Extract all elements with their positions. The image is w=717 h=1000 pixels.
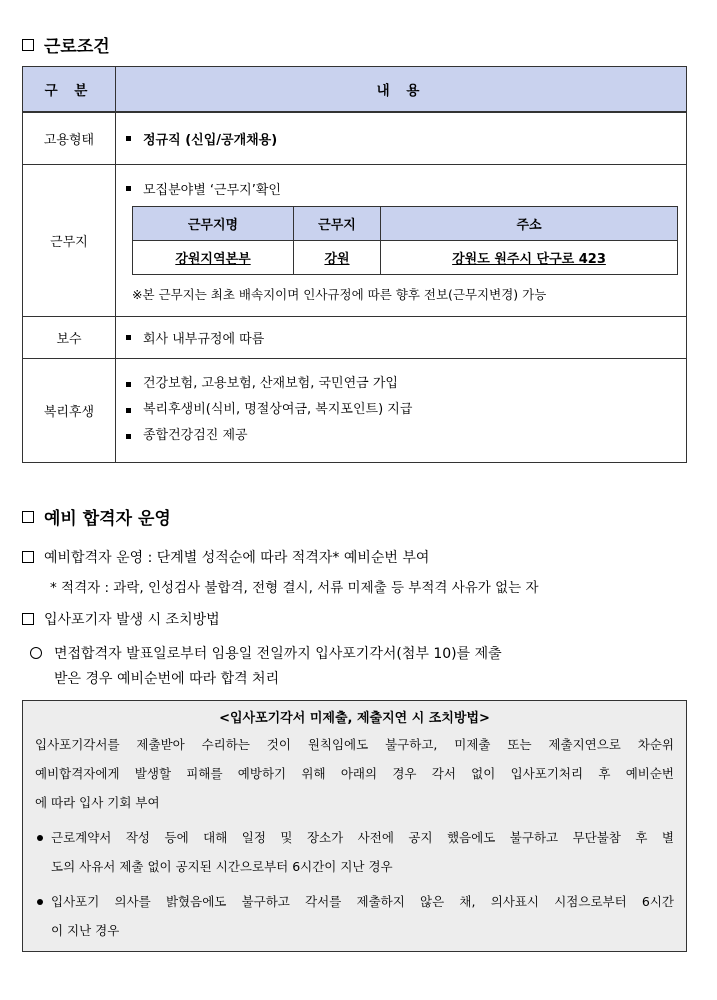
- withdrawal-procedure-box: [22, 700, 687, 952]
- workplace-subtable: [132, 206, 678, 275]
- row-welfare: [23, 358, 687, 462]
- employment-type-value: 정규직 (신입/공개채용): [124, 129, 678, 148]
- row-workplace: [23, 164, 687, 316]
- reserve-item-1-note: * 적격자 : 과락, 인성검사 불합격, 전형 결시, 서류 미제출 등 부적격 사유가 없는 자: [50, 580, 539, 596]
- header-category: 구 분: [23, 67, 116, 113]
- label-welfare: 복리후생: [23, 358, 116, 462]
- row-salary: [23, 316, 687, 358]
- reserve-item-1: 예비합격자 운영 : 단계별 성적순에 따라 적격자* 예비순번 부여: [22, 547, 429, 567]
- box-paragraph: 입사포기각서를 제출받아 수리하는 것이 원칙임에도 불구하고, 미제출 또는 제출지연으로 차순위 예비합격자에게 발생할 피해를 예방하기 위해 아래의 경우 각서 없이 입사포기처리 후 예비순번 에 따라 입사 기회 부여: [35, 737, 674, 810]
- sub-cell-location: 강원: [294, 240, 381, 274]
- section-title-reserve-candidates: [22, 504, 171, 529]
- section-title-text: 근로조건: [44, 37, 110, 57]
- square-bullet-icon: [22, 551, 34, 563]
- sub-header-location: 근무지: [294, 206, 381, 240]
- welfare-item: 종합건강검진 제공: [124, 423, 678, 449]
- sub-header-name: 근무지명: [133, 206, 294, 240]
- header-content: 내 용: [116, 67, 687, 113]
- reserve-item-2-sub: 면접합격자 발표일로부터 임용일 전일까지 입사포기각서(첨부 10)를 제출: [30, 643, 502, 663]
- welfare-item: 건강보험, 고용보험, 산재보험, 국민연금 가입: [124, 371, 678, 397]
- checkbox-square-icon: [22, 511, 34, 523]
- checkbox-square-icon: [22, 39, 34, 51]
- label-employment-type: 고용형태: [23, 112, 116, 164]
- sub-cell-address: 강원도 원주시 단구로 423: [381, 240, 678, 274]
- workplace-note: ※본 근무지는 최초 배속지이며 인사규정에 따른 향후 전보(근무지변경) 가능: [132, 286, 547, 302]
- section-title-text: 예비 합격자 운영: [44, 509, 171, 529]
- box-bullet: 입사포기 의사를 밝혔음에도 불구하고 각서를 제출하지 않은 채, 의사표시 시점으로부터 6시간 이 지난 경우: [23, 887, 686, 945]
- table-header-row: [23, 67, 687, 113]
- reserve-item-2-sub-cont: 받은 경우 예비순번에 따라 합격 처리: [54, 671, 280, 687]
- workplace-intro: 모집분야별 ‘근무지’확인: [124, 179, 678, 198]
- square-bullet-icon: [22, 613, 34, 625]
- box-title: <입사포기각서 미제출, 제출지연 시 조치방법>: [219, 711, 490, 726]
- label-salary: 보수: [23, 316, 116, 358]
- subtable-row: [133, 240, 678, 274]
- sub-cell-name: 강원지역본부: [133, 240, 294, 274]
- sub-header-address: 주소: [381, 206, 678, 240]
- reserve-item-2: 입사포기자 발생 시 조치방법: [22, 609, 220, 629]
- subtable-header-row: [133, 206, 678, 240]
- work-conditions-table: [22, 66, 687, 463]
- label-workplace: 근무지: [23, 164, 116, 316]
- section-title-work-conditions: [22, 32, 110, 57]
- welfare-item: 복리후생비(식비, 명절상여금, 복지포인트) 지급: [124, 397, 678, 423]
- box-bullet: 근로계약서 작성 등에 대해 일정 및 장소가 사전에 공지 했음에도 불구하고 무단불참 후 별 도의 사유서 제출 없이 공지된 시간으로부터 6시간이 지난 경우: [23, 823, 686, 881]
- circle-bullet-icon: [30, 647, 42, 659]
- row-employment-type: [23, 112, 687, 164]
- salary-value: 회사 내부규정에 따름: [124, 328, 678, 347]
